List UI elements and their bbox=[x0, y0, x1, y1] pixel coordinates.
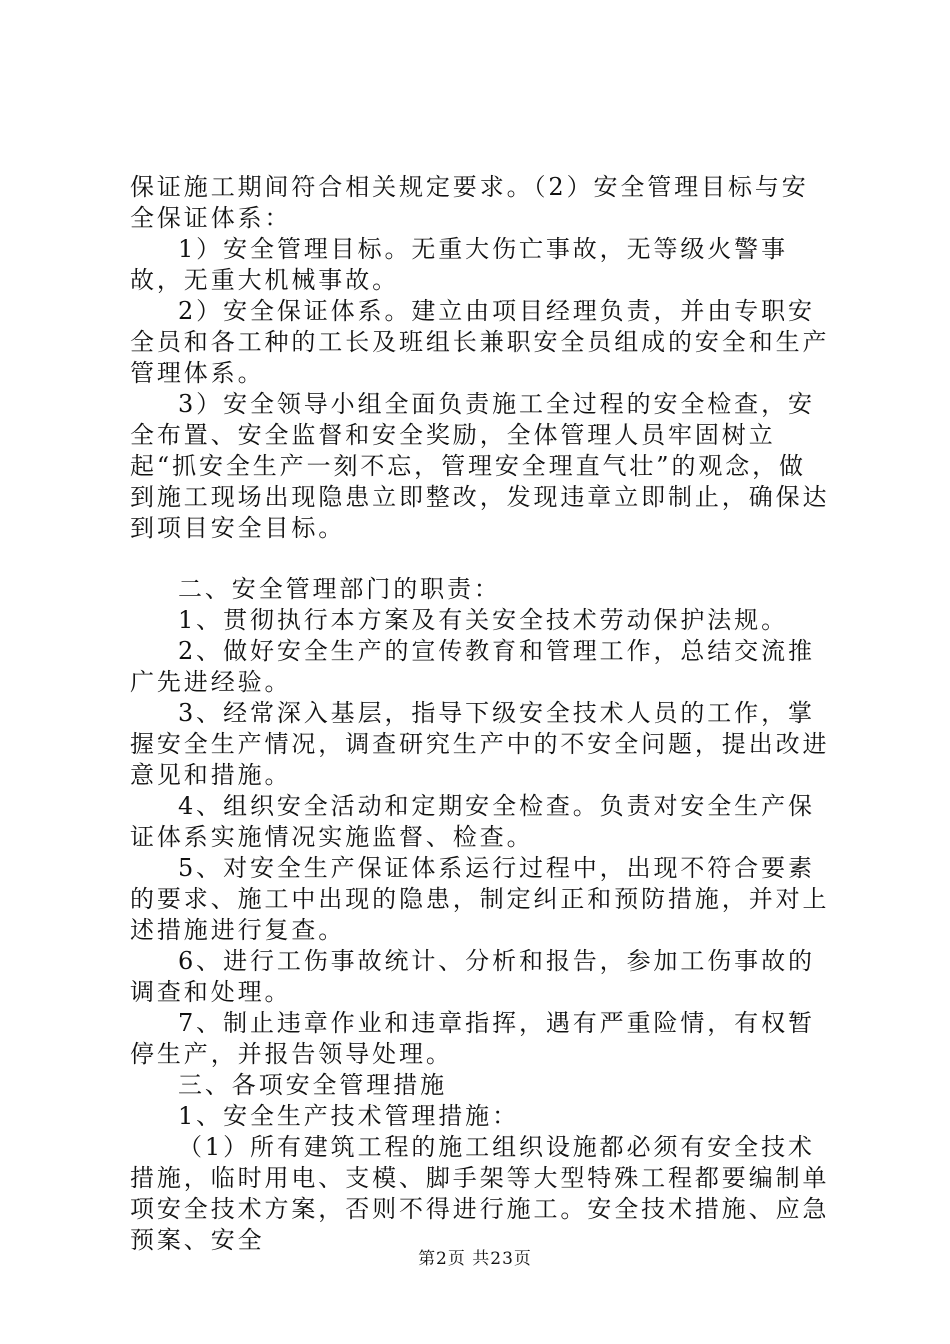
paragraph-safety-leadership: 3）安全领导小组全面负责施工全过程的安全检查，安全布置、安全监督和安全奖励，全体管理人员牢固树立起“抓安全生产一刻不忘，管理安全理直气壮”的观念，做到施工现场出现隐患立即整改，发现违章立即制止，确保达到项目安全目标。 bbox=[130, 390, 830, 542]
document-body bbox=[130, 172, 830, 1256]
list-item: 5、对安全生产保证体系运行过程中，出现不符合要素的要求、施工中出现的隐患，制定纠正和预防措施，并对上述措施进行复查。 bbox=[130, 854, 830, 944]
list-item: 3、经常深入基层，指导下级安全技术人员的工作，掌握安全生产情况，调查研究生产中的不安全问题，提出改进意见和措施。 bbox=[130, 699, 830, 789]
paragraph-continuation: 保证施工期间符合相关规定要求。（2）安全管理目标与安全保证体系： bbox=[130, 173, 809, 232]
paragraph-safety-goal: 1）安全管理目标。无重大伤亡事故，无等级火警事故，无重大机械事故。 bbox=[130, 235, 788, 294]
list-item: 6、进行工伤事故统计、分析和报告，参加工伤事故的调查和处理。 bbox=[130, 947, 815, 1006]
subsection-heading: 1、安全生产技术管理措施： bbox=[178, 1102, 519, 1130]
paragraph-safety-system: 2）安全保证体系。建立由项目经理负责，并由专职安全员和各工种的工长及班组长兼职安全员组成的安全和生产管理体系。 bbox=[130, 297, 830, 387]
list-item: 1、贯彻执行本方案及有关安全技术劳动保护法规。 bbox=[178, 606, 788, 634]
section-spacer bbox=[130, 544, 830, 574]
paragraph-tech-measures: （1）所有建筑工程的施工组织设施都必须有安全技术措施，临时用电、支模、脚手架等大型特殊工程都要编制单项安全技术方案，否则不得进行施工。安全技术措施、应急预案、安全 bbox=[130, 1133, 830, 1254]
page-footer: 第2页 共23页 bbox=[418, 1249, 532, 1269]
list-item: 7、制止违章作业和违章指挥，遇有严重险情，有权暂停生产，并报告领导处理。 bbox=[130, 1009, 815, 1068]
list-item: 2、做好安全生产的宣传教育和管理工作，总结交流推广先进经验。 bbox=[130, 637, 815, 696]
section-heading-measures: 三、各项安全管理措施 bbox=[178, 1071, 447, 1099]
list-item: 4、组织安全活动和定期安全检查。负责对安全生产保证体系实施情况实施监督、检查。 bbox=[130, 792, 815, 851]
section-heading-duties: 二、安全管理部门的职责： bbox=[178, 575, 501, 603]
